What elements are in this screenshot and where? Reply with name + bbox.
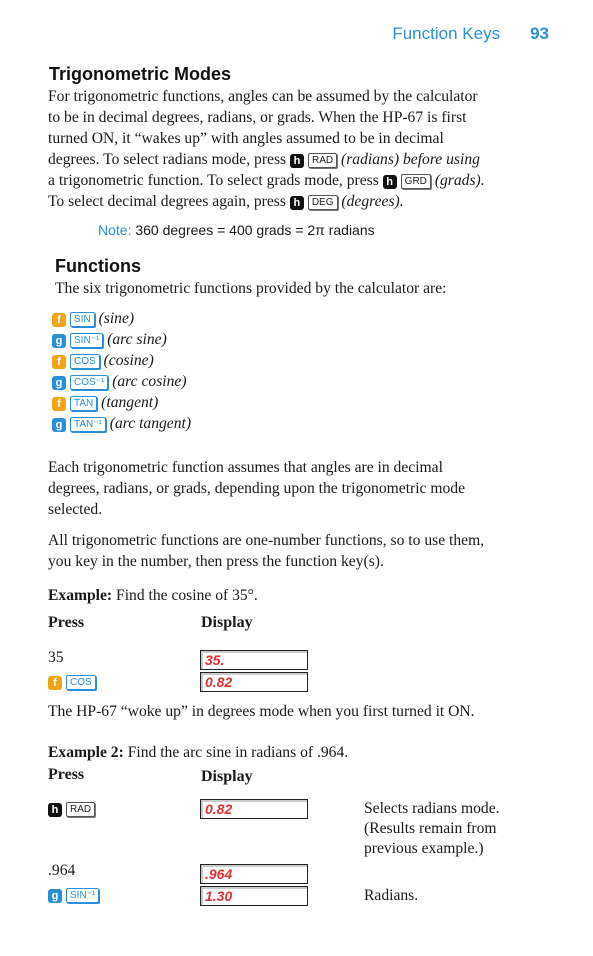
press-entry: .964: [48, 862, 76, 879]
arcsin-key: SIN⁻¹: [70, 333, 103, 348]
calculator-display: 1.30: [200, 886, 308, 906]
h-prefix-key: h: [290, 196, 304, 210]
list-item: g COS⁻¹ (arc cosine): [52, 371, 191, 392]
list-item: f COS (cosine): [52, 350, 191, 371]
list-item: f TAN (tangent): [52, 392, 191, 413]
calculator-display: 35.: [200, 650, 308, 670]
function-list: [52, 308, 191, 434]
arctan-key: TAN⁻¹: [70, 417, 106, 432]
list-item: g TAN⁻¹ (arc tangent): [52, 413, 191, 434]
note: [98, 222, 375, 238]
g-prefix-key: g: [52, 334, 66, 348]
g-prefix-key: g: [52, 418, 66, 432]
press-entry: [48, 800, 95, 818]
deg-key: DEG: [308, 195, 338, 210]
f-prefix-key: f: [52, 355, 66, 369]
grd-key: GRD: [401, 174, 431, 189]
list-item: g SIN⁻¹ (arc sine): [52, 329, 191, 350]
trig-modes-heading: Trigonometric Modes: [49, 64, 232, 84]
page-header: [392, 24, 549, 44]
arcsin-key: SIN⁻¹: [66, 888, 99, 903]
display-column-header: Display: [201, 614, 253, 631]
press-entry: [48, 673, 96, 691]
text-line: degrees. To select radians mode, press h RAD (radians) before using: [48, 151, 480, 168]
f-prefix-key: f: [52, 397, 66, 411]
text-line: To select decimal degrees again, press h DEG (degrees).: [48, 193, 404, 210]
arccos-key: COS⁻¹: [70, 375, 108, 390]
text-line: For trigonometric functions, angles can be assumed by the calculator: [48, 88, 478, 105]
comment: Radians.: [364, 887, 419, 904]
functions-heading: Functions: [55, 256, 141, 276]
h-prefix-key: h: [290, 154, 304, 168]
tan-key: TAN: [70, 396, 97, 411]
g-prefix-key: g: [48, 889, 62, 903]
press-entry: 35: [48, 649, 64, 666]
display-column-header: Display: [201, 768, 253, 785]
example1-note: The HP-67 “woke up” in degrees mode when you first turned it ON.: [48, 703, 475, 720]
calculator-display: 0.82: [200, 672, 308, 692]
rad-key: RAD: [308, 153, 337, 168]
text-line: a trigonometric function. To select grads mode, press h GRD (grads).: [48, 172, 485, 189]
section-title: Function Keys: [392, 24, 501, 43]
functions-paragraph-2: All trigonometric functions are one-number functions, so to use them, you key in the number, then press the function key(s).: [48, 532, 485, 570]
h-prefix-key: h: [383, 175, 397, 189]
note-label: Note:: [98, 222, 132, 238]
list-item: f SIN (sine): [52, 308, 191, 329]
functions-paragraph-1: Each trigonometric function assumes that angles are in decimal degrees, radians, or grads, depending upon the trigonometric mode selected.: [48, 459, 466, 518]
example2-title: Example 2: Find the arc sine in radians of .964.: [48, 744, 349, 761]
rad-key: RAD: [66, 802, 95, 817]
functions-intro: The six trigonometric functions provided by the calculator are:: [55, 280, 447, 297]
f-prefix-key: f: [52, 313, 66, 327]
page-number: 93: [530, 24, 549, 43]
press-column-header: Press: [48, 614, 85, 631]
press-entry: [48, 886, 99, 904]
example1-title: Example: Find the cosine of 35°.: [48, 587, 258, 604]
text-line: turned ON, it “wakes up” with angles assumed to be in decimal: [48, 130, 444, 147]
cos-key: COS: [66, 675, 96, 690]
comment: Selects radians mode. (Results remain from previous example.): [364, 800, 500, 857]
calculator-display: 0.82: [200, 799, 308, 819]
cos-key: COS: [70, 354, 100, 369]
g-prefix-key: g: [52, 376, 66, 390]
h-prefix-key: h: [48, 803, 62, 817]
note-text: 360 degrees = 400 grads = 2π radians: [135, 222, 375, 238]
calculator-display: .964: [200, 864, 308, 884]
text-line: to be in decimal degrees, radians, or grads. When the HP-67 is first: [48, 109, 467, 126]
press-column-header: Press: [48, 766, 85, 783]
f-prefix-key: f: [48, 676, 62, 690]
sin-key: SIN: [70, 312, 95, 327]
trig-modes-paragraph: [48, 86, 550, 212]
